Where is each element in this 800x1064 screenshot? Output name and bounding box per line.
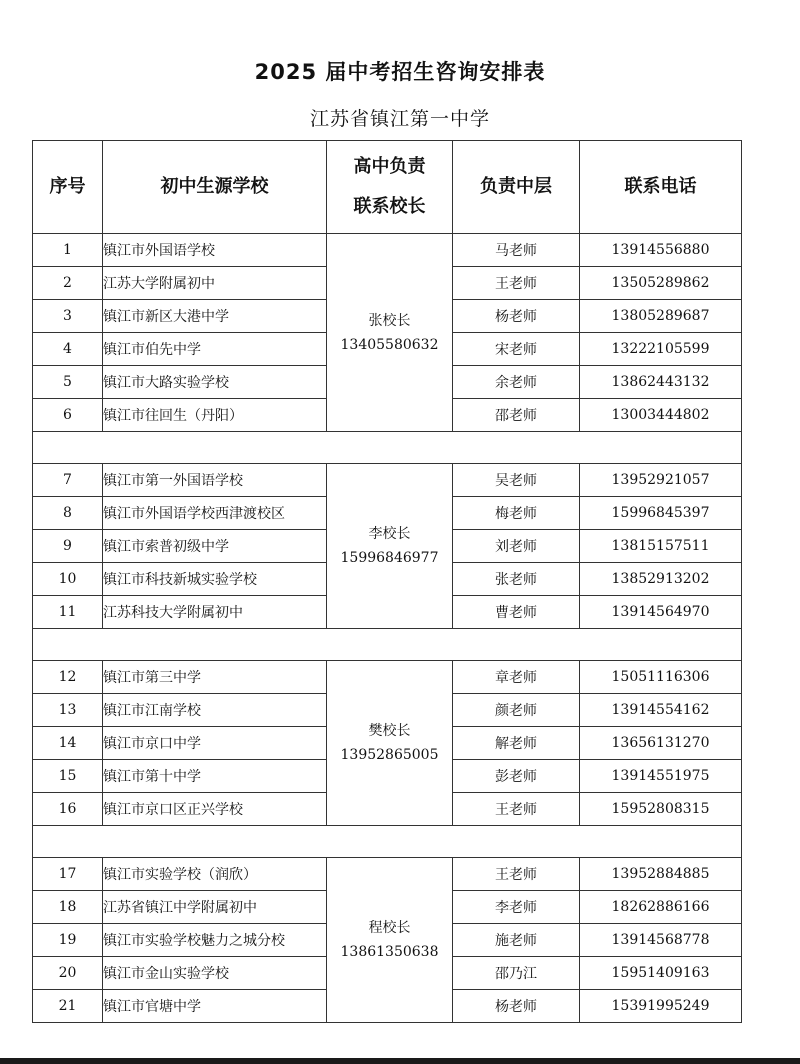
header-principal-line2: 联系校长 — [353, 196, 426, 217]
row-school: 镇江市伯先中学 — [103, 333, 327, 366]
principal-cell — [327, 661, 453, 826]
row-phone: 13914564970 — [580, 596, 742, 629]
row-index: 11 — [33, 596, 103, 629]
principal-phone: 15996846977 — [340, 550, 439, 566]
row-teacher: 邵老师 — [453, 399, 580, 432]
principal-phone: 13952865005 — [340, 747, 439, 763]
row-index: 7 — [33, 464, 103, 497]
separator-cell — [33, 432, 742, 464]
row-school: 镇江市外国语学校西津渡校区 — [103, 497, 327, 530]
principal-name: 樊校长 — [368, 723, 411, 739]
bottom-edge-bar — [0, 1058, 800, 1064]
row-school: 镇江市金山实验学校 — [103, 957, 327, 990]
row-phone: 15996845397 — [580, 497, 742, 530]
row-school: 镇江市实验学校（润欣） — [103, 858, 327, 891]
row-index: 8 — [33, 497, 103, 530]
principal-phone: 13405580632 — [340, 336, 439, 353]
row-phone: 13914556880 — [580, 234, 742, 267]
row-index: 14 — [33, 727, 103, 760]
row-phone: 13952921057 — [580, 464, 742, 497]
row-school: 镇江市官塘中学 — [103, 990, 327, 1023]
row-index: 20 — [33, 957, 103, 990]
row-phone: 13862443132 — [580, 366, 742, 399]
row-teacher: 解老师 — [453, 727, 580, 760]
row-phone: 13852913202 — [580, 563, 742, 596]
row-phone: 13952884885 — [580, 858, 742, 891]
row-index: 21 — [33, 990, 103, 1023]
group-separator-row — [33, 432, 742, 464]
row-teacher: 张老师 — [453, 563, 580, 596]
header-phone: 联系电话 — [580, 141, 742, 234]
row-teacher: 杨老师 — [453, 990, 580, 1023]
row-phone: 15952808315 — [580, 793, 742, 826]
row-index: 2 — [33, 267, 103, 300]
row-school: 镇江市往回生（丹阳） — [103, 399, 327, 432]
principal-cell — [327, 464, 453, 629]
row-index: 19 — [33, 924, 103, 957]
principal-cell — [327, 234, 453, 432]
row-school: 江苏省镇江中学附属初中 — [103, 891, 327, 924]
row-phone: 13805289687 — [580, 300, 742, 333]
row-phone: 15391995249 — [580, 990, 742, 1023]
row-teacher: 余老师 — [453, 366, 580, 399]
row-school: 镇江市第三中学 — [103, 661, 327, 694]
principal-cell — [327, 858, 453, 1023]
row-school: 镇江市江南学校 — [103, 694, 327, 727]
row-teacher: 杨老师 — [453, 300, 580, 333]
row-teacher: 李老师 — [453, 891, 580, 924]
principal-phone: 13861350638 — [340, 944, 439, 960]
row-school: 镇江市索普初级中学 — [103, 530, 327, 563]
table-row — [33, 858, 742, 891]
separator-cell — [33, 629, 742, 661]
row-teacher: 梅老师 — [453, 497, 580, 530]
header-index: 序号 — [33, 141, 103, 234]
row-index: 16 — [33, 793, 103, 826]
row-index: 4 — [33, 333, 103, 366]
row-school: 镇江市京口中学 — [103, 727, 327, 760]
header-row — [33, 141, 742, 234]
row-index: 3 — [33, 300, 103, 333]
table-row — [33, 661, 742, 694]
row-school: 江苏大学附属初中 — [103, 267, 327, 300]
row-school: 江苏科技大学附属初中 — [103, 596, 327, 629]
row-phone: 13914551975 — [580, 760, 742, 793]
row-phone: 13505289862 — [580, 267, 742, 300]
row-teacher: 曹老师 — [453, 596, 580, 629]
separator-cell — [33, 826, 742, 858]
principal-name: 张校长 — [368, 312, 411, 329]
row-phone: 13222105599 — [580, 333, 742, 366]
row-school: 镇江市第十中学 — [103, 760, 327, 793]
row-index: 12 — [33, 661, 103, 694]
row-index: 9 — [33, 530, 103, 563]
row-index: 1 — [33, 234, 103, 267]
row-teacher: 吴老师 — [453, 464, 580, 497]
row-school: 镇江市科技新城实验学校 — [103, 563, 327, 596]
row-school: 镇江市实验学校魅力之城分校 — [103, 924, 327, 957]
row-index: 15 — [33, 760, 103, 793]
row-phone: 13914568778 — [580, 924, 742, 957]
row-index: 5 — [33, 366, 103, 399]
table-row — [33, 464, 742, 497]
row-teacher: 颜老师 — [453, 694, 580, 727]
group-separator-row — [33, 826, 742, 858]
header-teacher: 负责中层 — [453, 141, 580, 234]
row-school: 镇江市京口区正兴学校 — [103, 793, 327, 826]
group-separator-row — [33, 629, 742, 661]
row-phone: 15051116306 — [580, 661, 742, 694]
row-school: 镇江市新区大港中学 — [103, 300, 327, 333]
header-principal-line1: 高中负责 — [353, 156, 426, 177]
principal-name: 程校长 — [368, 920, 411, 936]
row-teacher: 彭老师 — [453, 760, 580, 793]
row-phone: 13815157511 — [580, 530, 742, 563]
row-teacher: 章老师 — [453, 661, 580, 694]
row-teacher: 刘老师 — [453, 530, 580, 563]
document-title: 2025 届中考招生咨询安排表 — [254, 60, 546, 84]
row-teacher: 王老师 — [453, 267, 580, 300]
row-school: 镇江市第一外国语学校 — [103, 464, 327, 497]
row-school: 镇江市大路实验学校 — [103, 366, 327, 399]
principal-name: 李校长 — [368, 526, 411, 542]
row-phone: 18262886166 — [580, 891, 742, 924]
row-index: 17 — [33, 858, 103, 891]
row-teacher: 邵乃江 — [453, 957, 580, 990]
row-index: 10 — [33, 563, 103, 596]
row-teacher: 王老师 — [453, 858, 580, 891]
schedule-table — [32, 140, 742, 1023]
header-school: 初中生源学校 — [103, 141, 327, 234]
row-phone: 13914554162 — [580, 694, 742, 727]
row-phone: 15951409163 — [580, 957, 742, 990]
row-phone: 13003444802 — [580, 399, 742, 432]
header-principal — [327, 141, 453, 234]
document-subtitle: 江苏省镇江第一中学 — [309, 108, 490, 130]
row-phone: 13656131270 — [580, 727, 742, 760]
row-index: 6 — [33, 399, 103, 432]
row-index: 13 — [33, 694, 103, 727]
row-school: 镇江市外国语学校 — [103, 234, 327, 267]
row-index: 18 — [33, 891, 103, 924]
row-teacher: 马老师 — [453, 234, 580, 267]
row-teacher: 王老师 — [453, 793, 580, 826]
row-teacher: 施老师 — [453, 924, 580, 957]
table-row — [33, 234, 742, 267]
row-teacher: 宋老师 — [453, 333, 580, 366]
